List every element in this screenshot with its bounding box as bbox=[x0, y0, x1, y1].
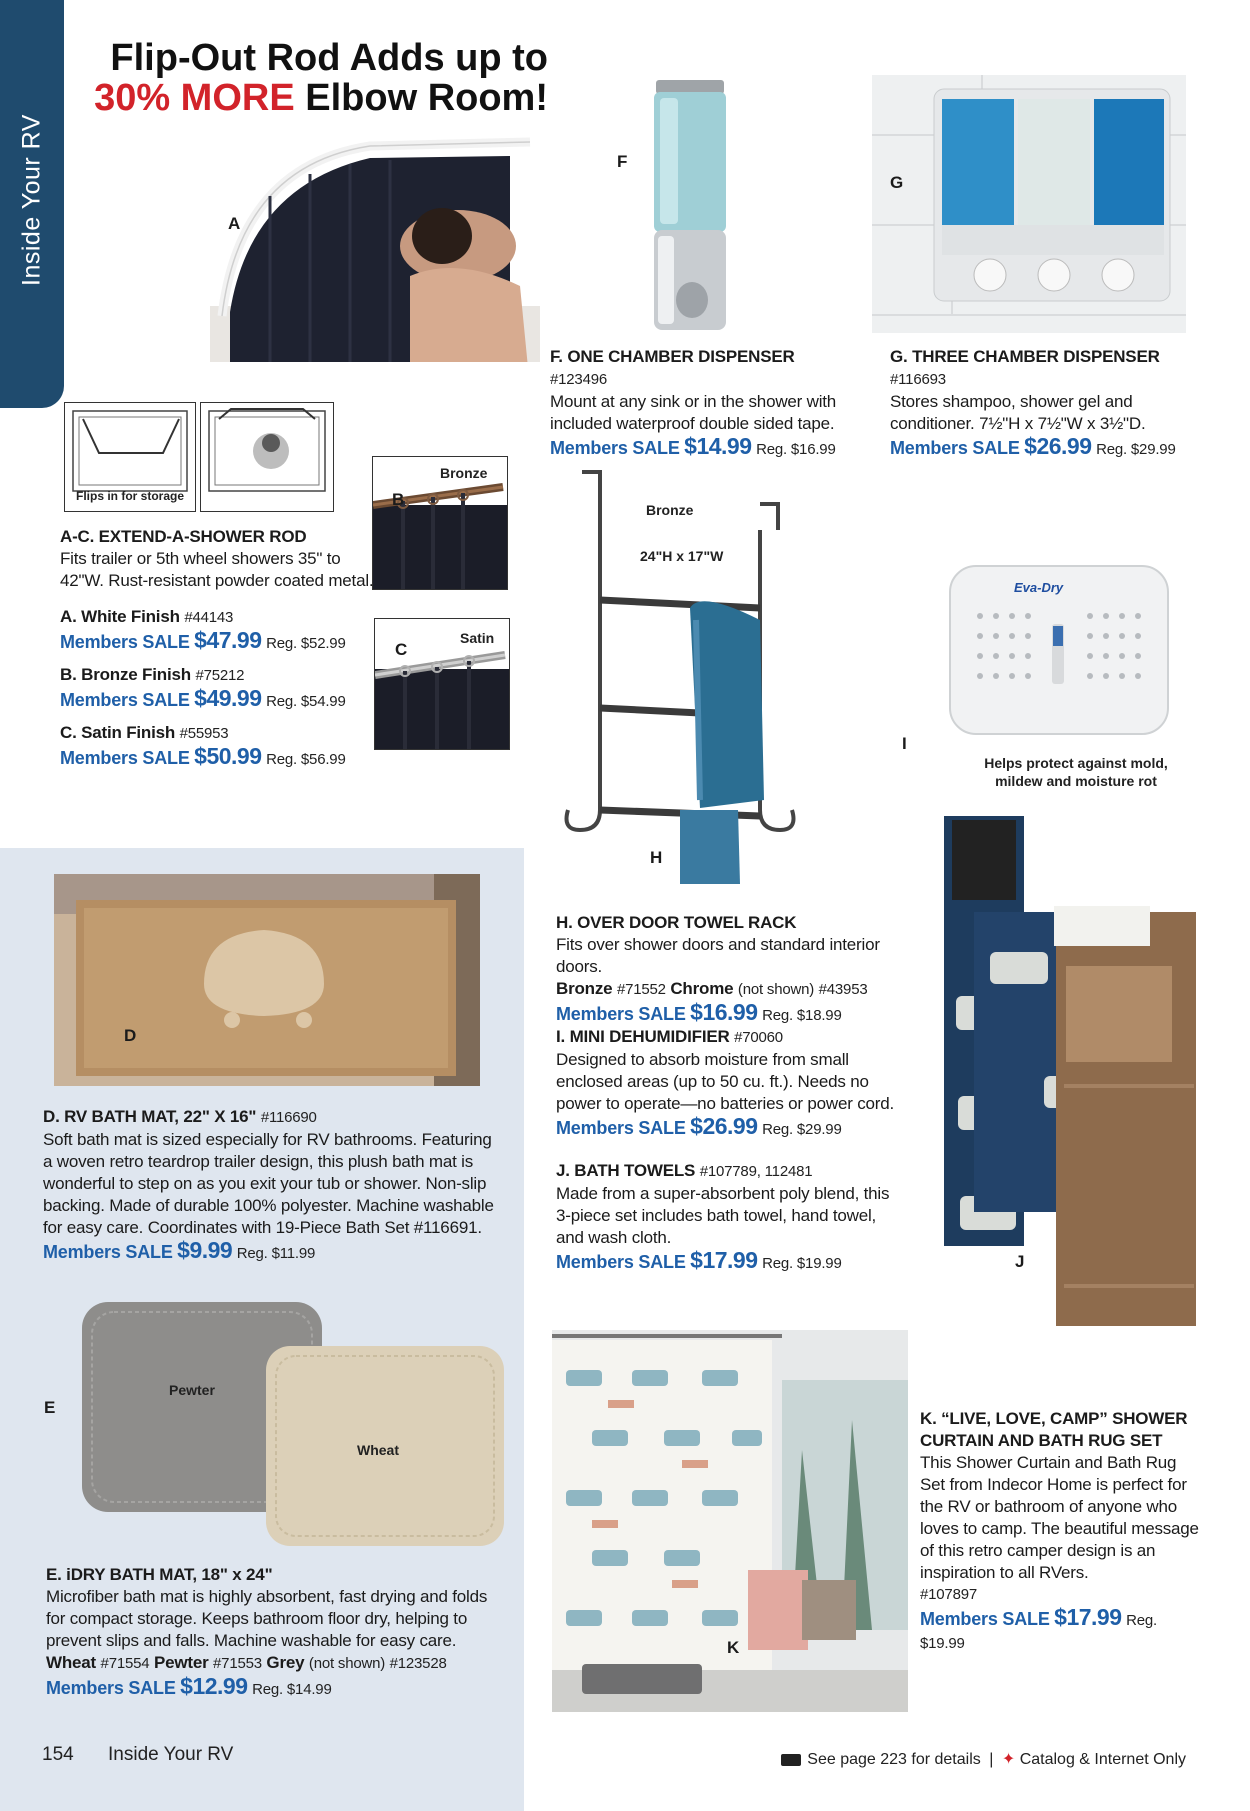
g-reg: Reg. $29.99 bbox=[1096, 441, 1176, 458]
label-f: F bbox=[617, 152, 628, 171]
rod-desc: Fits trailer or 5th wheel showers 35" to 42"W. Rust-resistant powder coated metal. bbox=[60, 549, 374, 590]
side-tab-label: Inside Your RV bbox=[17, 114, 46, 286]
rv-bath-mat-photo bbox=[54, 874, 480, 1086]
j-desc: Made from a super-absorbent poly blend, this 3-piece set includes bath towel, hand towel, and wash cloth. bbox=[556, 1184, 890, 1247]
h-sale-label: Members SALE bbox=[556, 1004, 686, 1024]
rod-b-name: B. Bronze Finish bbox=[60, 665, 191, 684]
d-desc: Soft bath mat is sized especially for RV bathrooms. Featuring a woven retro teardrop trailer design, this plush bath mat is wonderful to step on as you exit your tub or shower. Non-slip backing. Made of durable 100% polyester. Machine washable for easy care. Coordinates with 19-Piece Bath Set #116691. bbox=[43, 1130, 494, 1237]
j-description-block bbox=[556, 1160, 896, 1275]
g-title: G. THREE CHAMBER DISPENSER bbox=[890, 347, 1160, 366]
k-description-block bbox=[920, 1408, 1202, 1655]
e-opt3-sku: #123528 bbox=[389, 1655, 447, 1672]
h-description-block bbox=[556, 912, 926, 1027]
satin-inset-label: Satin bbox=[460, 630, 495, 646]
bath-towels-photo bbox=[944, 816, 1200, 1326]
one-chamber-dispenser-photo bbox=[648, 80, 732, 340]
f-desc: Mount at any sink or in the shower with included waterproof double sided tape. bbox=[550, 392, 837, 433]
rod-c-sku: #55953 bbox=[179, 725, 229, 742]
e-opt3-note: (not shown) bbox=[308, 1655, 386, 1672]
d-sku: #116690 bbox=[260, 1109, 317, 1126]
side-section-tab bbox=[0, 0, 64, 408]
i-desc: Designed to absorb moisture from small enclosed areas (up to 50 cu. ft.). Needs no power to operate—no batteries or power cord. bbox=[556, 1050, 894, 1113]
h-reg: Reg. $18.99 bbox=[762, 1007, 842, 1024]
h-opt1-sku: #71552 bbox=[616, 981, 666, 998]
j-reg: Reg. $19.99 bbox=[762, 1255, 842, 1272]
f-title: F. ONE CHAMBER DISPENSER bbox=[550, 347, 795, 366]
e-sale-label: Members SALE bbox=[46, 1678, 176, 1698]
i-sku: #70060 bbox=[734, 1029, 783, 1046]
wheat-label: Wheat bbox=[357, 1442, 399, 1458]
truck-icon bbox=[781, 1754, 801, 1766]
h-size-label: 24"H x 17"W bbox=[640, 548, 724, 564]
label-k: K bbox=[727, 1638, 740, 1657]
catalog-star-icon: ✦ bbox=[1001, 1751, 1016, 1768]
headline-line1: Flip-Out Rod Adds up to bbox=[110, 37, 548, 79]
footer-section-name: Inside Your RV bbox=[108, 1744, 234, 1765]
k-desc: This Shower Curtain and Bath Rug Set from Indecor Home is perfect for the RV or bathroom of anyone who loves to camp. The beautiful message of this retro camper design is an inspiration to all RVers. bbox=[920, 1453, 1199, 1582]
rod-a-name: A. White Finish bbox=[60, 607, 180, 626]
label-e: E bbox=[44, 1398, 56, 1417]
label-h: H bbox=[650, 848, 663, 867]
h-desc: Fits over shower doors and standard interior doors. bbox=[556, 935, 880, 976]
f-description-block bbox=[550, 346, 850, 461]
headline-line2 bbox=[88, 78, 548, 118]
towel-rack-photo bbox=[560, 470, 800, 884]
d-reg: Reg. $11.99 bbox=[236, 1245, 316, 1262]
rod-variant-a bbox=[60, 606, 390, 655]
i-title: I. MINI DEHUMIDIFIER bbox=[556, 1027, 730, 1046]
rod-a-reg: Reg. $52.99 bbox=[266, 635, 346, 652]
k-sku: #107897 bbox=[920, 1586, 977, 1603]
g-desc: Stores shampoo, shower gel and conditioner. 7½"H x 7½"W x 3½"D. bbox=[890, 392, 1146, 433]
g-price: $26.99 bbox=[1024, 433, 1092, 459]
j-price: $17.99 bbox=[690, 1247, 758, 1273]
rod-variant-b bbox=[60, 664, 390, 713]
e-opt1-sku: #71554 bbox=[100, 1655, 150, 1672]
pewter-label: Pewter bbox=[169, 1382, 215, 1398]
k-sale-label: Members SALE bbox=[920, 1609, 1050, 1629]
f-reg: Reg. $16.99 bbox=[756, 441, 836, 458]
rod-description-block bbox=[60, 526, 380, 592]
rod-b-sale-label: Members SALE bbox=[60, 690, 190, 710]
f-sku: #123496 bbox=[550, 371, 607, 388]
d-description-block bbox=[43, 1106, 495, 1265]
h-opt2: Chrome bbox=[670, 979, 734, 998]
rod-c-reg: Reg. $56.99 bbox=[266, 751, 346, 768]
bronze-h-label: Bronze bbox=[646, 502, 694, 518]
rod-variant-c bbox=[60, 722, 390, 771]
three-chamber-dispenser-photo bbox=[872, 75, 1186, 333]
label-c: C bbox=[395, 640, 408, 659]
rod-b-price: $49.99 bbox=[194, 685, 262, 711]
e-title: E. iDRY BATH MAT, 18" x 24" bbox=[46, 1565, 273, 1584]
headline-rest: Elbow Room! bbox=[294, 77, 548, 119]
i-sale-label: Members SALE bbox=[556, 1118, 686, 1138]
idry-bath-mat-photo bbox=[78, 1298, 508, 1552]
rod-a-sale-label: Members SALE bbox=[60, 632, 190, 652]
d-price: $9.99 bbox=[177, 1237, 233, 1263]
footer-catalog-only: Catalog & Internet Only bbox=[1019, 1751, 1186, 1768]
rod-a-price: $47.99 bbox=[194, 627, 262, 653]
j-sale-label: Members SALE bbox=[556, 1252, 686, 1272]
d-title: D. RV BATH MAT, 22" X 16" bbox=[43, 1107, 257, 1126]
rod-a-sku: #44143 bbox=[184, 609, 234, 626]
dehumidifier-caption: Helps protect against mold, mildew and moisture rot bbox=[984, 755, 1168, 789]
rod-c-sale-label: Members SALE bbox=[60, 748, 190, 768]
label-i: I bbox=[902, 734, 907, 753]
h-opt2-sku: #43953 bbox=[818, 981, 868, 998]
e-reg: Reg. $14.99 bbox=[252, 1681, 332, 1698]
footer-separator: | bbox=[989, 1751, 994, 1768]
h-opt2-note: (not shown) bbox=[737, 981, 815, 998]
j-sku: #107789, 112481 bbox=[699, 1163, 813, 1180]
label-b: B bbox=[392, 490, 405, 509]
bronze-inset-label: Bronze bbox=[440, 465, 488, 481]
rod-b-sku: #75212 bbox=[195, 667, 245, 684]
g-sale-label: Members SALE bbox=[890, 438, 1020, 458]
flips-caption: Flips in for storage bbox=[76, 489, 185, 503]
h-title: H. OVER DOOR TOWEL RACK bbox=[556, 913, 797, 932]
i-reg: Reg. $29.99 bbox=[762, 1121, 842, 1138]
g-description-block bbox=[890, 346, 1190, 461]
page-number: 154 bbox=[42, 1744, 74, 1765]
e-description-block bbox=[46, 1564, 506, 1701]
footer-notes bbox=[781, 1749, 1186, 1769]
f-price: $14.99 bbox=[684, 433, 752, 459]
rod-title: A-C. EXTEND-A-SHOWER ROD bbox=[60, 527, 307, 546]
label-d: D bbox=[124, 1026, 137, 1045]
dehumidifier-brand: Eva-Dry bbox=[1014, 580, 1064, 595]
k-price: $17.99 bbox=[1054, 1604, 1122, 1630]
e-opt2: Pewter bbox=[153, 1653, 209, 1672]
headline-highlight: 30% MORE bbox=[94, 77, 295, 119]
shower-rod-photo bbox=[210, 126, 540, 388]
j-title: J. BATH TOWELS bbox=[556, 1161, 696, 1180]
k-reg: Reg. $19.99 bbox=[920, 1612, 1157, 1652]
rod-b-reg: Reg. $54.99 bbox=[266, 693, 346, 710]
e-opt2-sku: #71553 bbox=[213, 1655, 262, 1672]
h-price: $16.99 bbox=[690, 999, 758, 1025]
label-j: J bbox=[1015, 1252, 1025, 1271]
k-title: K. “LIVE, LOVE, CAMP” SHOWER CURTAIN AND BATH RUG SET bbox=[920, 1409, 1188, 1450]
label-g: G bbox=[890, 173, 904, 192]
f-sale-label: Members SALE bbox=[550, 438, 680, 458]
page-headline bbox=[88, 38, 548, 118]
e-price: $12.99 bbox=[180, 1673, 248, 1699]
rod-c-price: $50.99 bbox=[194, 743, 262, 769]
e-opt3: Grey bbox=[266, 1653, 305, 1672]
e-desc: Microfiber bath mat is highly absorbent, fast drying and folds for compact storage. Keeps bathroom floor dry, helping to prevent slips and falls. Machine washable for easy care. bbox=[46, 1587, 488, 1650]
e-opt1: Wheat bbox=[46, 1653, 97, 1672]
rod-c-name: C. Satin Finish bbox=[60, 723, 176, 742]
i-price: $26.99 bbox=[690, 1113, 758, 1139]
d-sale-label: Members SALE bbox=[43, 1242, 173, 1262]
g-sku: #116693 bbox=[890, 371, 946, 388]
label-a: A bbox=[228, 214, 241, 233]
footer-details: See page 223 for details bbox=[807, 1751, 981, 1768]
h-opt1: Bronze bbox=[556, 979, 613, 998]
flip-diagram-extended bbox=[200, 402, 334, 512]
i-description-block bbox=[556, 1026, 906, 1141]
